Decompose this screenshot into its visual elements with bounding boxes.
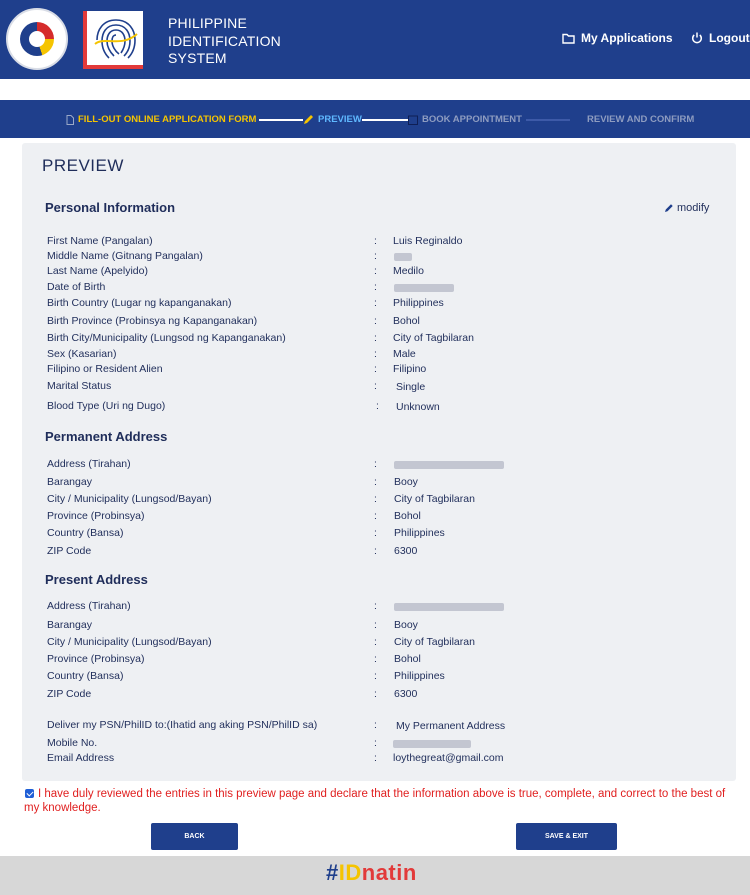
birth-city-value: City of Tagbilaran	[393, 332, 474, 344]
present-address-heading: Present Address	[45, 572, 148, 587]
field-label: Address (Tirahan)	[47, 600, 131, 612]
calendar-icon	[408, 115, 418, 125]
permanent-city-value: City of Tagbilaran	[394, 493, 475, 505]
field-label: Last Name (Apelyido)	[47, 265, 148, 277]
step-review-confirm-label: REVIEW AND CONFIRM	[587, 114, 695, 125]
step-book-appointment	[408, 114, 522, 125]
last-name-value: Medilo	[393, 265, 424, 277]
field-label: Barangay	[47, 476, 92, 488]
step-connector	[526, 119, 570, 121]
permanent-zip-value: 6300	[394, 545, 418, 557]
present-zip-value: 6300	[394, 688, 418, 700]
present-province-value: Bohol	[394, 653, 421, 665]
field-label: Birth City/Municipality (Lungsod ng Kapanganakan)	[47, 332, 286, 344]
page-title: PREVIEW	[42, 156, 124, 175]
field-label: City / Municipality (Lungsod/Bayan)	[47, 636, 212, 648]
brand-line-1: PHILIPPINE	[168, 15, 248, 31]
field-label: Date of Birth	[47, 281, 106, 293]
step-review-confirm	[587, 114, 694, 125]
field-label: Marital Status	[47, 380, 112, 392]
field-label: Province (Probinsya)	[47, 653, 145, 665]
present-country-value: Philippines	[394, 670, 445, 682]
step-fill-out-form-label: FILL-OUT ONLINE APPLICATION FORM	[78, 114, 257, 125]
application-step-bar	[0, 100, 750, 138]
field-label: Province (Probinsya)	[47, 510, 145, 522]
personal-information-heading: Personal Information	[45, 200, 176, 215]
redacted-middle-name	[394, 253, 412, 261]
field-label: Blood Type (Uri ng Dugo)	[47, 400, 166, 412]
step-connector	[362, 119, 408, 121]
field-label: First Name (Pangalan)	[47, 235, 153, 247]
permanent-address-heading: Permanent Address	[45, 429, 168, 444]
save-and-exit-button[interactable]: SAVE & EXIT	[516, 823, 617, 850]
brand-line-3: SYSTEM	[168, 50, 227, 66]
my-applications-link[interactable]	[562, 31, 673, 45]
logout-link[interactable]	[691, 31, 750, 45]
first-name-value: Luis Reginaldo	[393, 235, 463, 247]
modify-label: modify	[677, 202, 710, 214]
field-label: City / Municipality (Lungsod/Bayan)	[47, 493, 212, 505]
modify-link[interactable]	[664, 202, 709, 214]
step-book-appointment-label: BOOK APPOINTMENT	[422, 114, 522, 125]
field-label: Email Address	[47, 752, 115, 764]
marital-status-value: Single	[396, 381, 426, 393]
my-applications-label: My Applications	[581, 31, 673, 45]
logout-label: Logout	[709, 31, 750, 45]
field-label: Country (Bansa)	[47, 670, 124, 682]
pencil-icon	[303, 114, 314, 125]
field-label: ZIP Code	[47, 688, 92, 700]
power-icon	[691, 32, 703, 44]
birth-country-value: Philippines	[393, 297, 444, 309]
field-label: Filipino or Resident Alien	[47, 363, 163, 375]
blood-type-value: Unknown	[396, 401, 440, 413]
redacted-present-address	[394, 603, 504, 611]
back-button[interactable]: BACK	[151, 823, 238, 850]
watermark-logo: #IDnatin	[326, 860, 417, 885]
redacted-date-of-birth	[394, 284, 454, 292]
field-label: Country (Bansa)	[47, 527, 124, 539]
field-label: Barangay	[47, 619, 92, 631]
birth-province-value: Bohol	[393, 315, 420, 327]
field-label: Middle Name (Gitnang Pangalan)	[47, 250, 203, 262]
field-label: ZIP Code	[47, 545, 92, 557]
present-barangay-value: Booy	[394, 619, 418, 631]
field-label: Birth Province (Probinsya ng Kapanganakan)	[47, 315, 258, 327]
step-fill-out-form	[66, 114, 256, 125]
redacted-mobile-number	[393, 740, 471, 748]
field-label: Address (Tirahan)	[47, 458, 131, 470]
psa-seal-logo	[6, 8, 68, 70]
step-preview	[303, 114, 362, 125]
top-header	[0, 0, 750, 79]
system-brand-name	[168, 15, 281, 68]
philsys-fingerprint-logo	[83, 11, 143, 69]
delivery-address-value: My Permanent Address	[396, 720, 506, 732]
step-preview-label: PREVIEW	[318, 114, 362, 125]
redacted-permanent-address	[394, 461, 504, 469]
present-city-value: City of Tagbilaran	[394, 636, 475, 648]
field-label: Sex (Kasarian)	[47, 348, 117, 360]
folder-icon	[562, 33, 575, 44]
email-value: loythegreat@gmail.com	[393, 752, 504, 764]
declaration-text: I have duly reviewed the entries in this preview page and declare that the information above is true, complete, and correct to the best of my knowledge.	[24, 788, 726, 814]
document-icon	[66, 115, 74, 125]
brand-line-2: IDENTIFICATION	[168, 32, 281, 49]
field-label: Birth Country (Lugar ng kapanganakan)	[47, 297, 232, 309]
citizenship-value: Filipino	[393, 363, 427, 375]
pencil-icon	[664, 203, 674, 213]
permanent-barangay-value: Booy	[394, 476, 418, 488]
permanent-province-value: Bohol	[394, 510, 421, 522]
sex-value: Male	[393, 348, 416, 360]
permanent-country-value: Philippines	[394, 527, 445, 539]
field-label: Deliver my PSN/PhilID to:(Ihatid ang aking PSN/PhilID sa)	[47, 719, 318, 731]
field-label: Mobile No.	[47, 737, 98, 749]
step-connector	[259, 119, 303, 121]
